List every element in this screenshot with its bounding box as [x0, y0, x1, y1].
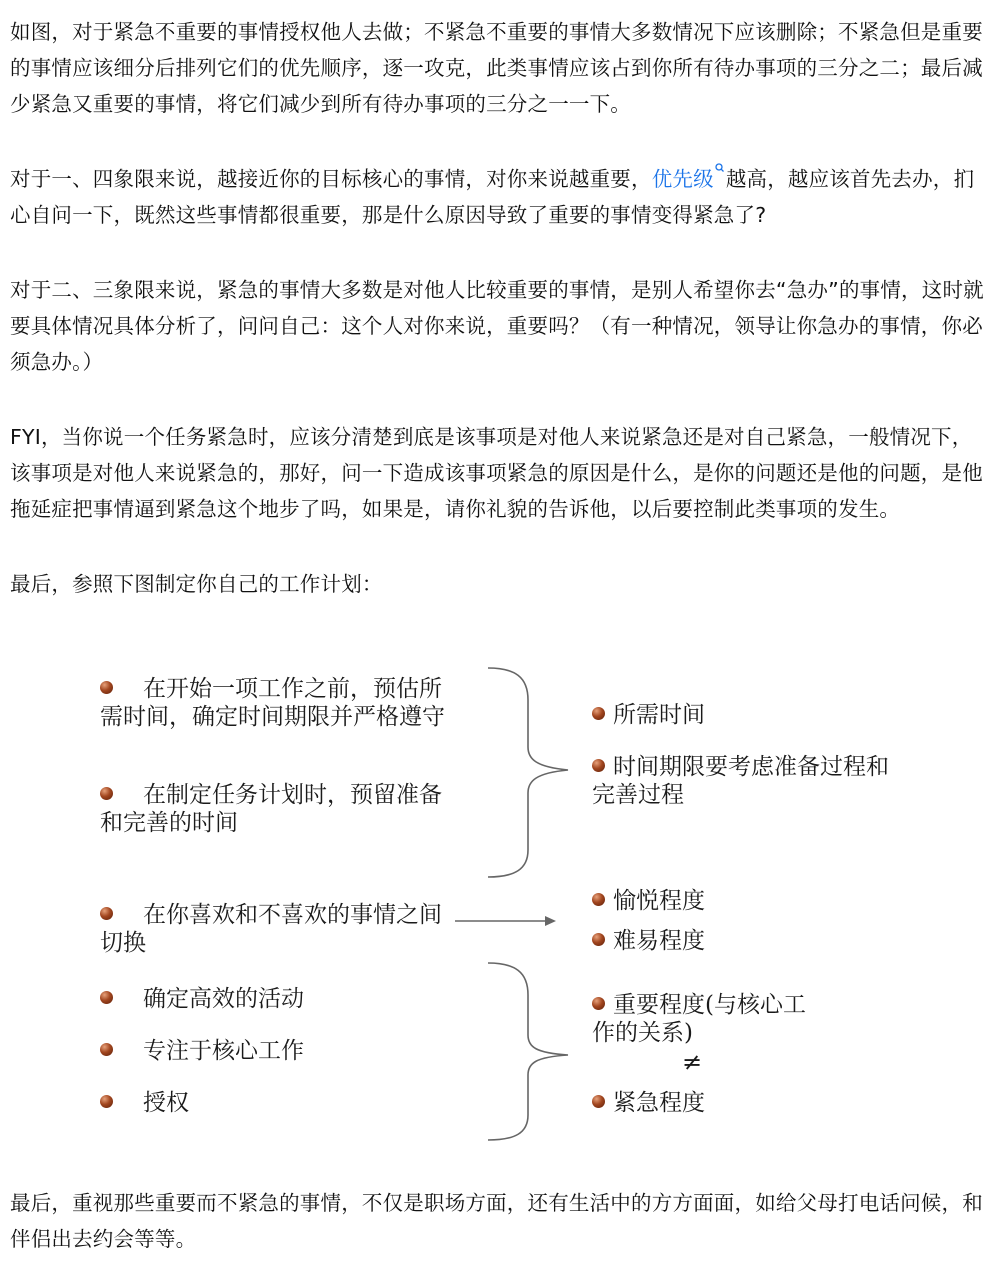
bottom-brace: [488, 963, 568, 1140]
paragraph-3: 对于二、三象限来说，紧急的事情大多数是对他人比较重要的事情，是别人希望你去“急办”的事情，这时就要具体情况具体分析了，问问自己：这个人对你来说，重要吗？（有一种情况，领导让你急办的事情，你必须急办。）: [10, 278, 984, 374]
right-item-6: 紧急程度: [592, 1089, 892, 1117]
left-item-1: 在开始一项工作之前，预估所需时间，确定时间期限并严格遵守: [100, 676, 445, 730]
article-body: [10, 14, 990, 641]
not-equal-sign: ≠: [682, 1048, 703, 1076]
bullet-icon: [592, 707, 605, 720]
right-item-5: 重要程度(与核心工作的关系): [592, 992, 806, 1046]
left-item-2: 在制定任务计划时，预留准备和完善的时间: [100, 782, 442, 836]
bullet-icon: [100, 907, 113, 920]
paragraph-5: 最后，参照下图制定你自己的工作计划：: [10, 572, 383, 596]
right-item-1: 所需时间: [592, 701, 892, 729]
top-brace: [488, 668, 568, 877]
paragraph-6: 最后，重视那些重要而不紧急的事情，不仅是职场方面，还有生活中的方方面面，如给父母打电话问候，和伴侣出去约会等等。: [10, 1191, 983, 1251]
bullet-icon: [592, 893, 605, 906]
priority-link[interactable]: 优先级: [651, 167, 714, 191]
paragraph-4: FYI，当你说一个任务紧急时，应该分清楚到底是该事项是对他人来说紧急还是对自己紧急，一般情况下，该事项是对他人来说紧急的，那好，问一下造成该事项紧急的原因是什么，是你的问题还是他的问题，是他拖延症把事情逼到紧急这个地步了吗，如果是，请你礼貌的告诉他，以后要控制此类事项的发生。: [10, 425, 983, 521]
paragraph-2: [10, 161, 990, 233]
work-plan-diagram: [90, 655, 910, 1155]
bullet-icon: [592, 759, 605, 772]
left-item-3: 在你喜欢和不喜欢的事情之间切换: [100, 902, 442, 956]
bullet-icon: [592, 933, 605, 946]
bullet-icon: [100, 991, 113, 1004]
paragraph-1: 如图，对于紧急不重要的事情授权他人去做；不紧急不重要的事情大多数情况下应该删除；不紧急但是重要的事情应该细分后排列它们的优先顺序，逐一攻克，此类事情应该占到你所有待办事项的三分之二；最后减少紧急又重要的事情，将它们减少到所有待办事项的三分之一一下。: [10, 20, 983, 116]
left-item-4: 确定高效的活动: [100, 985, 450, 1013]
bullet-icon: [592, 1095, 605, 1108]
paragraph-2-text-after: 越高，越应该首先去办，扪心自问一下，既然这些事情都很重要，那是什么原因导致了重要的事情变得紧急了?: [10, 167, 975, 227]
bullet-icon: [100, 1095, 113, 1108]
bullet-icon: [100, 1043, 113, 1056]
paragraph-2-text-before: 对于一、四象限来说，越接近你的目标核心的事情，对你来说越重要，: [10, 167, 652, 191]
left-item-5: 专注于核心工作: [100, 1037, 450, 1065]
bullet-icon: [100, 787, 113, 800]
search-icon[interactable]: [715, 163, 724, 177]
bullet-icon: [592, 997, 605, 1010]
bullet-icon: [100, 681, 113, 694]
left-item-6: 授权: [100, 1089, 450, 1117]
arrow-head: [545, 916, 556, 926]
right-item-4: 难易程度: [592, 927, 892, 955]
right-item-2: 时间期限要考虑准备过程和完善过程: [592, 754, 889, 808]
right-item-3: 愉悦程度: [592, 887, 892, 915]
